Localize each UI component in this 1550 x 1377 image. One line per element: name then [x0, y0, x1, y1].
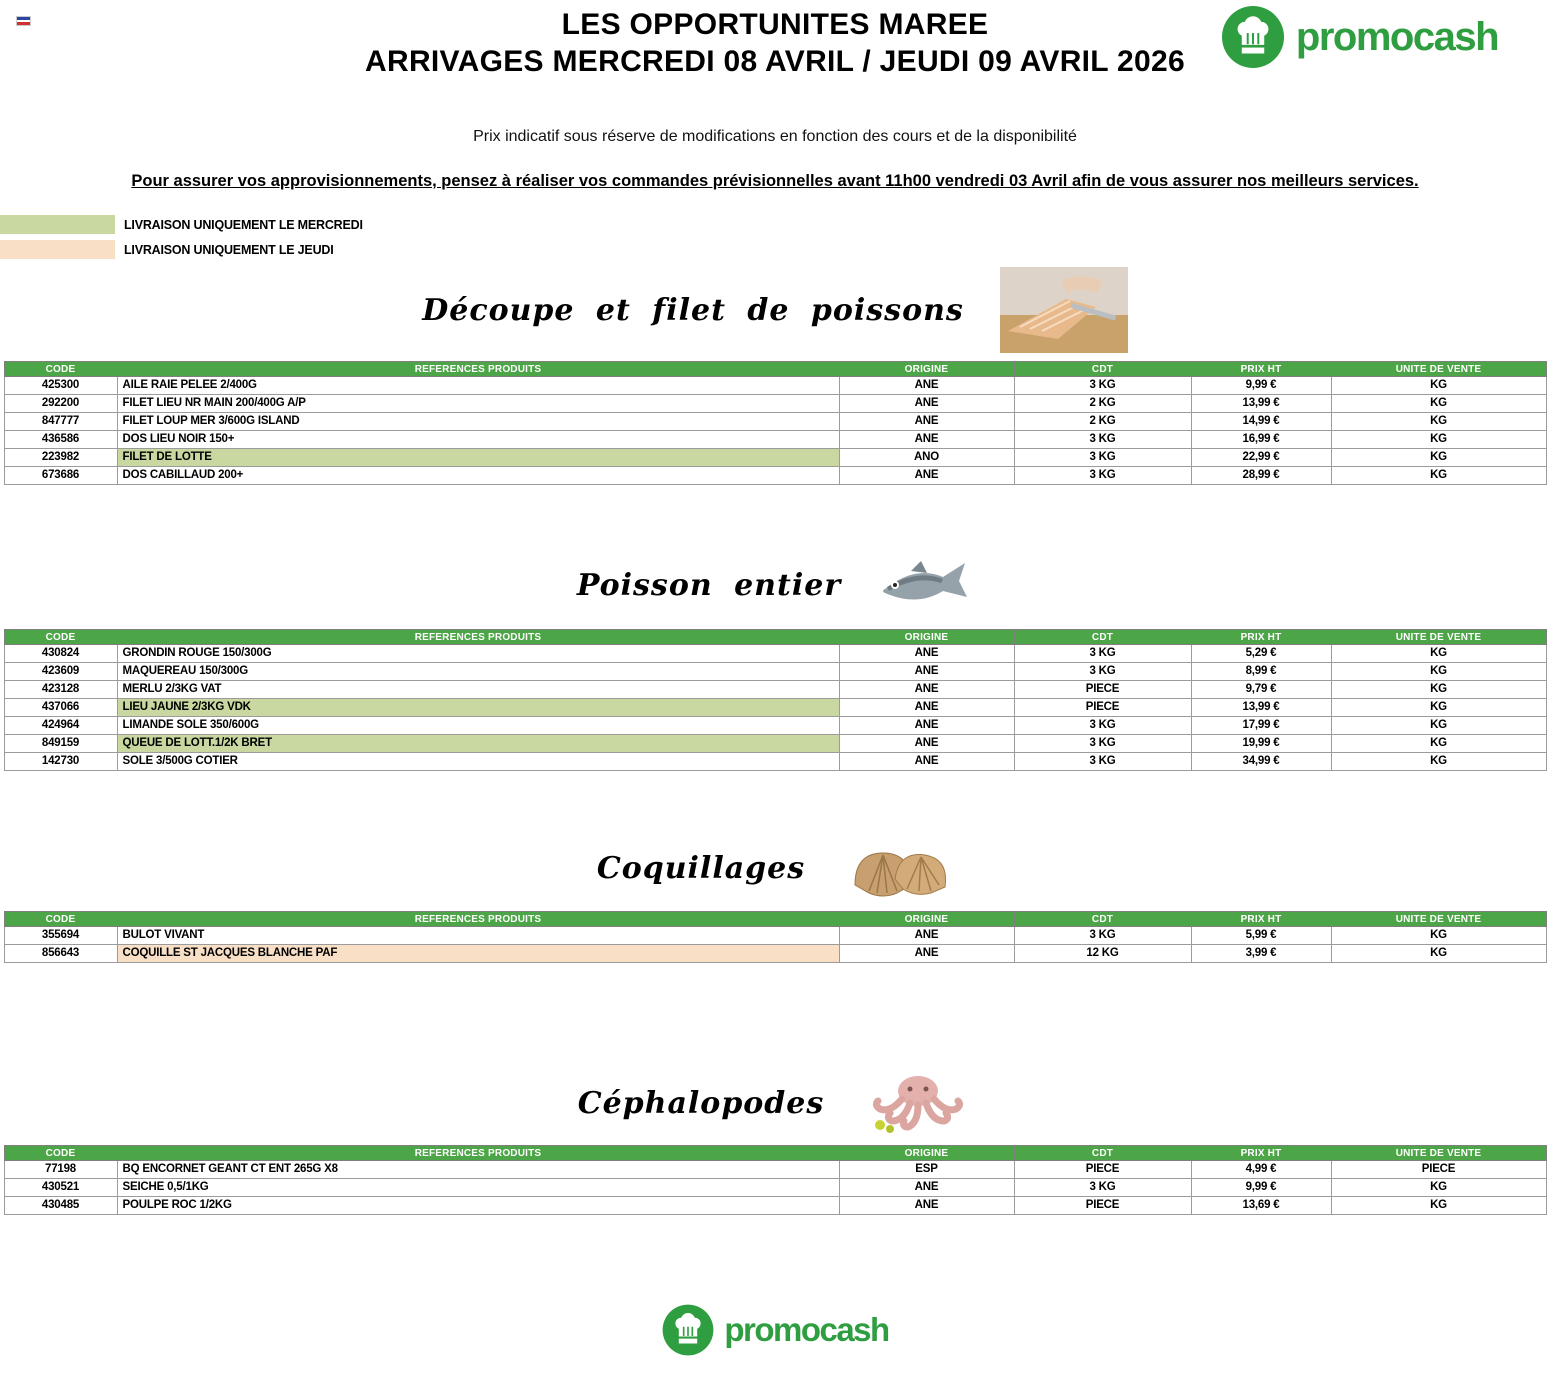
product-conditioning: PIECE [1014, 1161, 1191, 1179]
product-unit: KG [1331, 1179, 1546, 1197]
product-code: 423609 [4, 663, 117, 681]
col-cdt: CDT [1014, 630, 1191, 645]
products-table-cephalopodes [4, 1145, 1547, 1215]
table-row [4, 645, 1546, 663]
product-conditioning: 3 KG [1014, 449, 1191, 467]
table-row [4, 753, 1546, 771]
product-unit: KG [1331, 431, 1546, 449]
table-body [4, 377, 1546, 485]
table-row [4, 467, 1546, 485]
product-name: MAQUEREAU 150/300G [117, 663, 839, 681]
section-coquillages [0, 833, 1550, 963]
product-conditioning: 3 KG [1014, 377, 1191, 395]
col-cdt: CDT [1014, 912, 1191, 927]
product-code: 430824 [4, 645, 117, 663]
product-name: LIMANDE SOLE 350/600G [117, 717, 839, 735]
product-origin: ANE [839, 395, 1014, 413]
table-header [4, 1146, 1546, 1161]
product-unit: KG [1331, 377, 1546, 395]
green-delivery-swatch [0, 215, 115, 234]
product-name: AILE RAIE PELEE 2/400G [117, 377, 839, 395]
product-price: 5,29 € [1191, 645, 1331, 663]
products-table-coquillages [4, 911, 1547, 963]
col-origine: ORIGINE [839, 362, 1014, 377]
product-unit: KG [1331, 681, 1546, 699]
products-table-decoupe [4, 361, 1547, 485]
col-unite: UNITE DE VENTE [1331, 912, 1546, 927]
product-code: 430485 [4, 1197, 117, 1215]
col-cdt: CDT [1014, 1146, 1191, 1161]
product-unit: PIECE [1331, 1161, 1546, 1179]
product-code: 223982 [4, 449, 117, 467]
product-origin: ANE [839, 1179, 1014, 1197]
col-prix: PRIX HT [1191, 362, 1331, 377]
table-body [4, 927, 1546, 963]
product-origin: ANE [839, 735, 1014, 753]
legend-item-jeudi [0, 240, 1550, 259]
product-origin: ANE [839, 467, 1014, 485]
section-cephalopodes [0, 1069, 1550, 1215]
product-code: 77198 [4, 1161, 117, 1179]
col-code: CODE [4, 1146, 117, 1161]
table-row [4, 395, 1546, 413]
product-conditioning: PIECE [1014, 1197, 1191, 1215]
col-origine: ORIGINE [839, 912, 1014, 927]
product-name: LIEU JAUNE 2/3KG VDK [117, 699, 839, 717]
table-header [4, 362, 1546, 377]
product-unit: KG [1331, 1197, 1546, 1215]
product-price: 5,99 € [1191, 927, 1331, 945]
table-row [4, 1197, 1546, 1215]
product-name: BULOT VIVANT [117, 927, 839, 945]
product-code: 292200 [4, 395, 117, 413]
col-references: REFERENCES PRODUITS [117, 630, 839, 645]
product-conditioning: 2 KG [1014, 413, 1191, 431]
section-decoupe-filet [0, 267, 1550, 485]
section-title: Poisson entier [576, 567, 842, 603]
shellfish-photo [841, 833, 953, 903]
product-unit: KG [1331, 753, 1546, 771]
col-cdt: CDT [1014, 362, 1191, 377]
product-name: FILET LIEU NR MAIN 200/400G A/P [117, 395, 839, 413]
product-unit: KG [1331, 927, 1546, 945]
table-header [4, 630, 1546, 645]
peach-delivery-swatch [0, 240, 115, 259]
product-conditioning: 12 KG [1014, 945, 1191, 963]
product-code: 847777 [4, 413, 117, 431]
col-prix: PRIX HT [1191, 912, 1331, 927]
product-origin: ESP [839, 1161, 1014, 1179]
section-poisson-entier [0, 549, 1550, 771]
product-origin: ANE [839, 753, 1014, 771]
col-origine: ORIGINE [839, 1146, 1014, 1161]
header [0, 0, 1550, 80]
product-origin: ANE [839, 681, 1014, 699]
legend [0, 215, 1550, 259]
product-conditioning: 3 KG [1014, 645, 1191, 663]
legend-label-jeudi: LIVRAISON UNIQUEMENT LE JEUDI [124, 242, 334, 257]
table-row [4, 413, 1546, 431]
product-name: DOS CABILLAUD 200+ [117, 467, 839, 485]
product-origin: ANO [839, 449, 1014, 467]
product-price: 34,99 € [1191, 753, 1331, 771]
product-price: 8,99 € [1191, 663, 1331, 681]
product-unit: KG [1331, 467, 1546, 485]
product-conditioning: 3 KG [1014, 753, 1191, 771]
products-table-poisson-entier [4, 629, 1547, 771]
col-code: CODE [4, 630, 117, 645]
product-name: QUEUE DE LOTT.1/2K BRET [117, 735, 839, 753]
table-row [4, 431, 1546, 449]
table-row [4, 735, 1546, 753]
product-conditioning: 3 KG [1014, 735, 1191, 753]
product-code: 430521 [4, 1179, 117, 1197]
product-unit: KG [1331, 735, 1546, 753]
chef-hat-icon [1220, 4, 1286, 70]
product-origin: ANE [839, 717, 1014, 735]
product-name: GRONDIN ROUGE 150/300G [117, 645, 839, 663]
product-conditioning: 3 KG [1014, 663, 1191, 681]
product-price: 9,79 € [1191, 681, 1331, 699]
product-price: 19,99 € [1191, 735, 1331, 753]
col-references: REFERENCES PRODUITS [117, 1146, 839, 1161]
product-unit: KG [1331, 717, 1546, 735]
product-code: 423128 [4, 681, 117, 699]
product-name: POULPE ROC 1/2KG [117, 1197, 839, 1215]
product-unit: KG [1331, 645, 1546, 663]
product-code: 424964 [4, 717, 117, 735]
product-origin: ANE [839, 413, 1014, 431]
octopus-photo [860, 1069, 972, 1137]
product-code: 849159 [4, 735, 117, 753]
col-unite: UNITE DE VENTE [1331, 362, 1546, 377]
product-code: 673686 [4, 467, 117, 485]
product-unit: KG [1331, 945, 1546, 963]
product-name: SEICHE 0,5/1KG [117, 1179, 839, 1197]
col-references: REFERENCES PRODUITS [117, 912, 839, 927]
table-row [4, 449, 1546, 467]
product-conditioning: PIECE [1014, 681, 1191, 699]
section-heading [0, 549, 1550, 621]
price-notice: Prix indicatif sous réserve de modifications en fonction des cours et de la disponibilité [473, 128, 1077, 145]
product-price: 22,99 € [1191, 449, 1331, 467]
section-title: Céphalopodes [577, 1085, 825, 1121]
product-price: 13,99 € [1191, 395, 1331, 413]
table-body [4, 1161, 1546, 1215]
section-title: Découpe et filet de poissons [422, 292, 964, 328]
product-unit: KG [1331, 663, 1546, 681]
product-origin: ANE [839, 927, 1014, 945]
product-origin: ANE [839, 645, 1014, 663]
table-row [4, 717, 1546, 735]
logo-text: promocash [1295, 14, 1498, 59]
product-price: 14,99 € [1191, 413, 1331, 431]
product-origin: ANE [839, 699, 1014, 717]
product-code: 437066 [4, 699, 117, 717]
product-code: 425300 [4, 377, 117, 395]
col-code: CODE [4, 912, 117, 927]
page-subtitle: ARRIVAGES MERCREDI 08 AVRIL / JEUDI 09 AVRIL 2026 [365, 45, 1185, 78]
product-price: 3,99 € [1191, 945, 1331, 963]
product-conditioning: PIECE [1014, 699, 1191, 717]
product-code: 355694 [4, 927, 117, 945]
table-row [4, 927, 1546, 945]
product-origin: ANE [839, 1197, 1014, 1215]
table-row [4, 377, 1546, 395]
table-row [4, 699, 1546, 717]
table-row [4, 663, 1546, 681]
legend-item-mercredi [0, 215, 1550, 234]
product-price: 17,99 € [1191, 717, 1331, 735]
table-row [4, 1179, 1546, 1197]
product-origin: ANE [839, 377, 1014, 395]
product-unit: KG [1331, 699, 1546, 717]
logo-text: promocash [724, 1311, 889, 1348]
product-price: 9,99 € [1191, 377, 1331, 395]
section-heading [0, 1069, 1550, 1137]
product-conditioning: 3 KG [1014, 927, 1191, 945]
product-conditioning: 3 KG [1014, 1179, 1191, 1197]
section-heading [0, 267, 1550, 353]
chef-hat-icon [661, 1303, 715, 1357]
col-unite: UNITE DE VENTE [1331, 630, 1546, 645]
product-name: FILET LOUP MER 3/600G ISLAND [117, 413, 839, 431]
product-code: 142730 [4, 753, 117, 771]
section-heading [0, 833, 1550, 903]
product-conditioning: 2 KG [1014, 395, 1191, 413]
table-row [4, 1161, 1546, 1179]
promocash-logo [1220, 4, 1498, 70]
table-row [4, 945, 1546, 963]
product-price: 4,99 € [1191, 1161, 1331, 1179]
col-prix: PRIX HT [1191, 630, 1331, 645]
footer [0, 1303, 1550, 1377]
product-origin: ANE [839, 945, 1014, 963]
product-unit: KG [1331, 413, 1546, 431]
section-title: Coquillages [596, 850, 806, 886]
product-price: 16,99 € [1191, 431, 1331, 449]
fillet-cutting-photo [1000, 267, 1128, 353]
product-name: COQUILLE ST JACQUES BLANCHE PAF [117, 945, 839, 963]
product-name: DOS LIEU NOIR 150+ [117, 431, 839, 449]
product-conditioning: 3 KG [1014, 467, 1191, 485]
col-origine: ORIGINE [839, 630, 1014, 645]
page-title: LES OPPORTUNITES MAREE [561, 8, 989, 41]
product-code: 856643 [4, 945, 117, 963]
product-price: 13,99 € [1191, 699, 1331, 717]
order-notice: Pour assurer vos approvisionnements, pensez à réaliser vos commandes prévisionnelles avant 11h00 vendredi 03 Avril afin de vous assurer nos meilleurs services. [131, 172, 1419, 190]
product-name: BQ ENCORNET GEANT CT ENT 265G X8 [117, 1161, 839, 1179]
product-unit: KG [1331, 449, 1546, 467]
table-header [4, 912, 1546, 927]
col-code: CODE [4, 362, 117, 377]
col-unite: UNITE DE VENTE [1331, 1146, 1546, 1161]
col-references: REFERENCES PRODUITS [117, 362, 839, 377]
product-name: SOLE 3/500G COTIER [117, 753, 839, 771]
product-origin: ANE [839, 431, 1014, 449]
promocash-logo-footer [661, 1303, 888, 1357]
legend-label-mercredi: LIVRAISON UNIQUEMENT LE MERCREDI [124, 217, 363, 232]
product-code: 436586 [4, 431, 117, 449]
product-price: 28,99 € [1191, 467, 1331, 485]
product-price: 13,69 € [1191, 1197, 1331, 1215]
product-name: FILET DE LOTTE [117, 449, 839, 467]
product-unit: KG [1331, 395, 1546, 413]
product-conditioning: 3 KG [1014, 717, 1191, 735]
whole-fish-photo [877, 549, 973, 621]
col-prix: PRIX HT [1191, 1146, 1331, 1161]
product-conditioning: 3 KG [1014, 431, 1191, 449]
product-origin: ANE [839, 663, 1014, 681]
product-name: MERLU 2/3KG VAT [117, 681, 839, 699]
product-price: 9,99 € [1191, 1179, 1331, 1197]
table-row [4, 681, 1546, 699]
table-body [4, 645, 1546, 771]
